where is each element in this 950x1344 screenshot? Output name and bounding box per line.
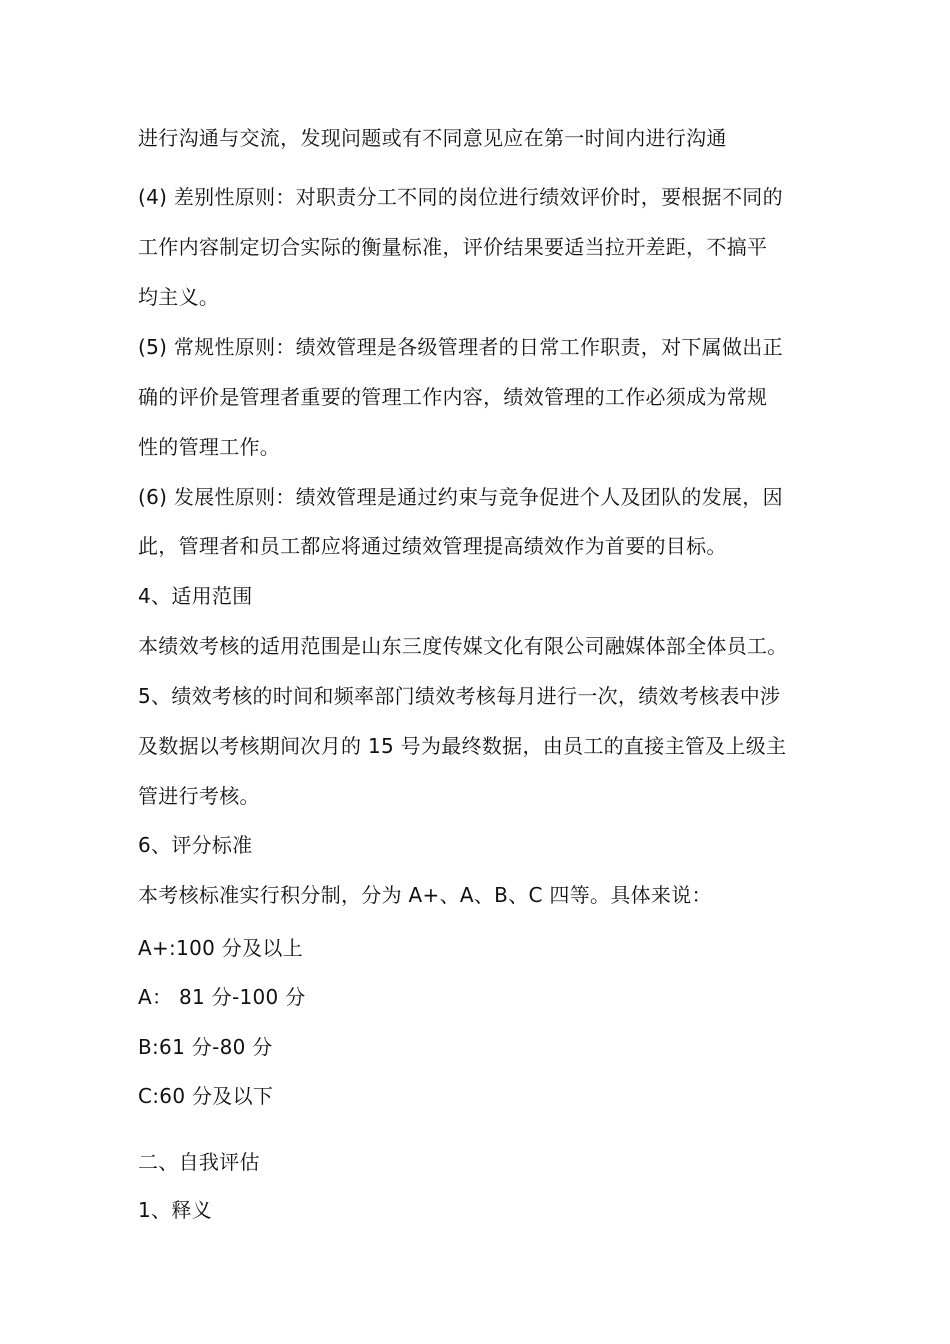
time-frequency-line-1: 5、绩效考核的时间和频率部门绩效考核每月进行一次，绩效考核表中涉: [138, 684, 781, 708]
section-heading-scope: 4、适用范围: [138, 584, 253, 608]
time-frequency-line-2: 及数据以考核期间次月的 15 号为最终数据，由员工的直接主管及上级主: [138, 734, 787, 758]
grade-a-plus: A+:100 分及以上: [138, 936, 304, 960]
section-heading-scoring: 6、评分标准: [138, 833, 253, 857]
subheading-definition: 1、释义: [138, 1198, 212, 1222]
scope-paragraph: 本绩效考核的适用范围是山东三度传媒文化有限公司融媒体部全体员工。: [138, 634, 788, 658]
grade-a: A： 81 分-100 分: [138, 985, 306, 1009]
principle-5-line-3: 性的管理工作。: [138, 435, 281, 459]
principle-4-line-2: 工作内容制定切合实际的衡量标准，评价结果要适当拉开差距，不搞平: [138, 235, 768, 259]
section-heading-self-assessment: 二、自我评估: [138, 1150, 260, 1174]
grade-b: B:61 分-80 分: [138, 1035, 273, 1059]
time-frequency-line-3: 管进行考核。: [138, 784, 260, 808]
principle-4-line-3: 均主义。: [138, 285, 220, 309]
scoring-intro: 本考核标准实行积分制，分为 A+、A、B、C 四等。具体来说：: [138, 883, 712, 907]
principle-4-line-1: (4) 差别性原则：对职责分工不同的岗位进行绩效评价时，要根据不同的: [138, 185, 783, 209]
principle-6-line-2: 此，管理者和员工都应将通过绩效管理提高绩效作为首要的目标。: [138, 534, 727, 558]
principle-5-line-2: 确的评价是管理者重要的管理工作内容，绩效管理的工作必须成为常规: [138, 385, 768, 409]
grade-c: C:60 分及以下: [138, 1084, 274, 1108]
principle-6-line-1: (6) 发展性原则：绩效管理是通过约束与竞争促进个人及团队的发展，因: [138, 485, 783, 509]
text-line: 进行沟通与交流，发现问题或有不同意见应在第一时间内进行沟通: [138, 126, 727, 150]
principle-5-line-1: (5) 常规性原则：绩效管理是各级管理者的日常工作职责，对下属做出正: [138, 335, 783, 359]
